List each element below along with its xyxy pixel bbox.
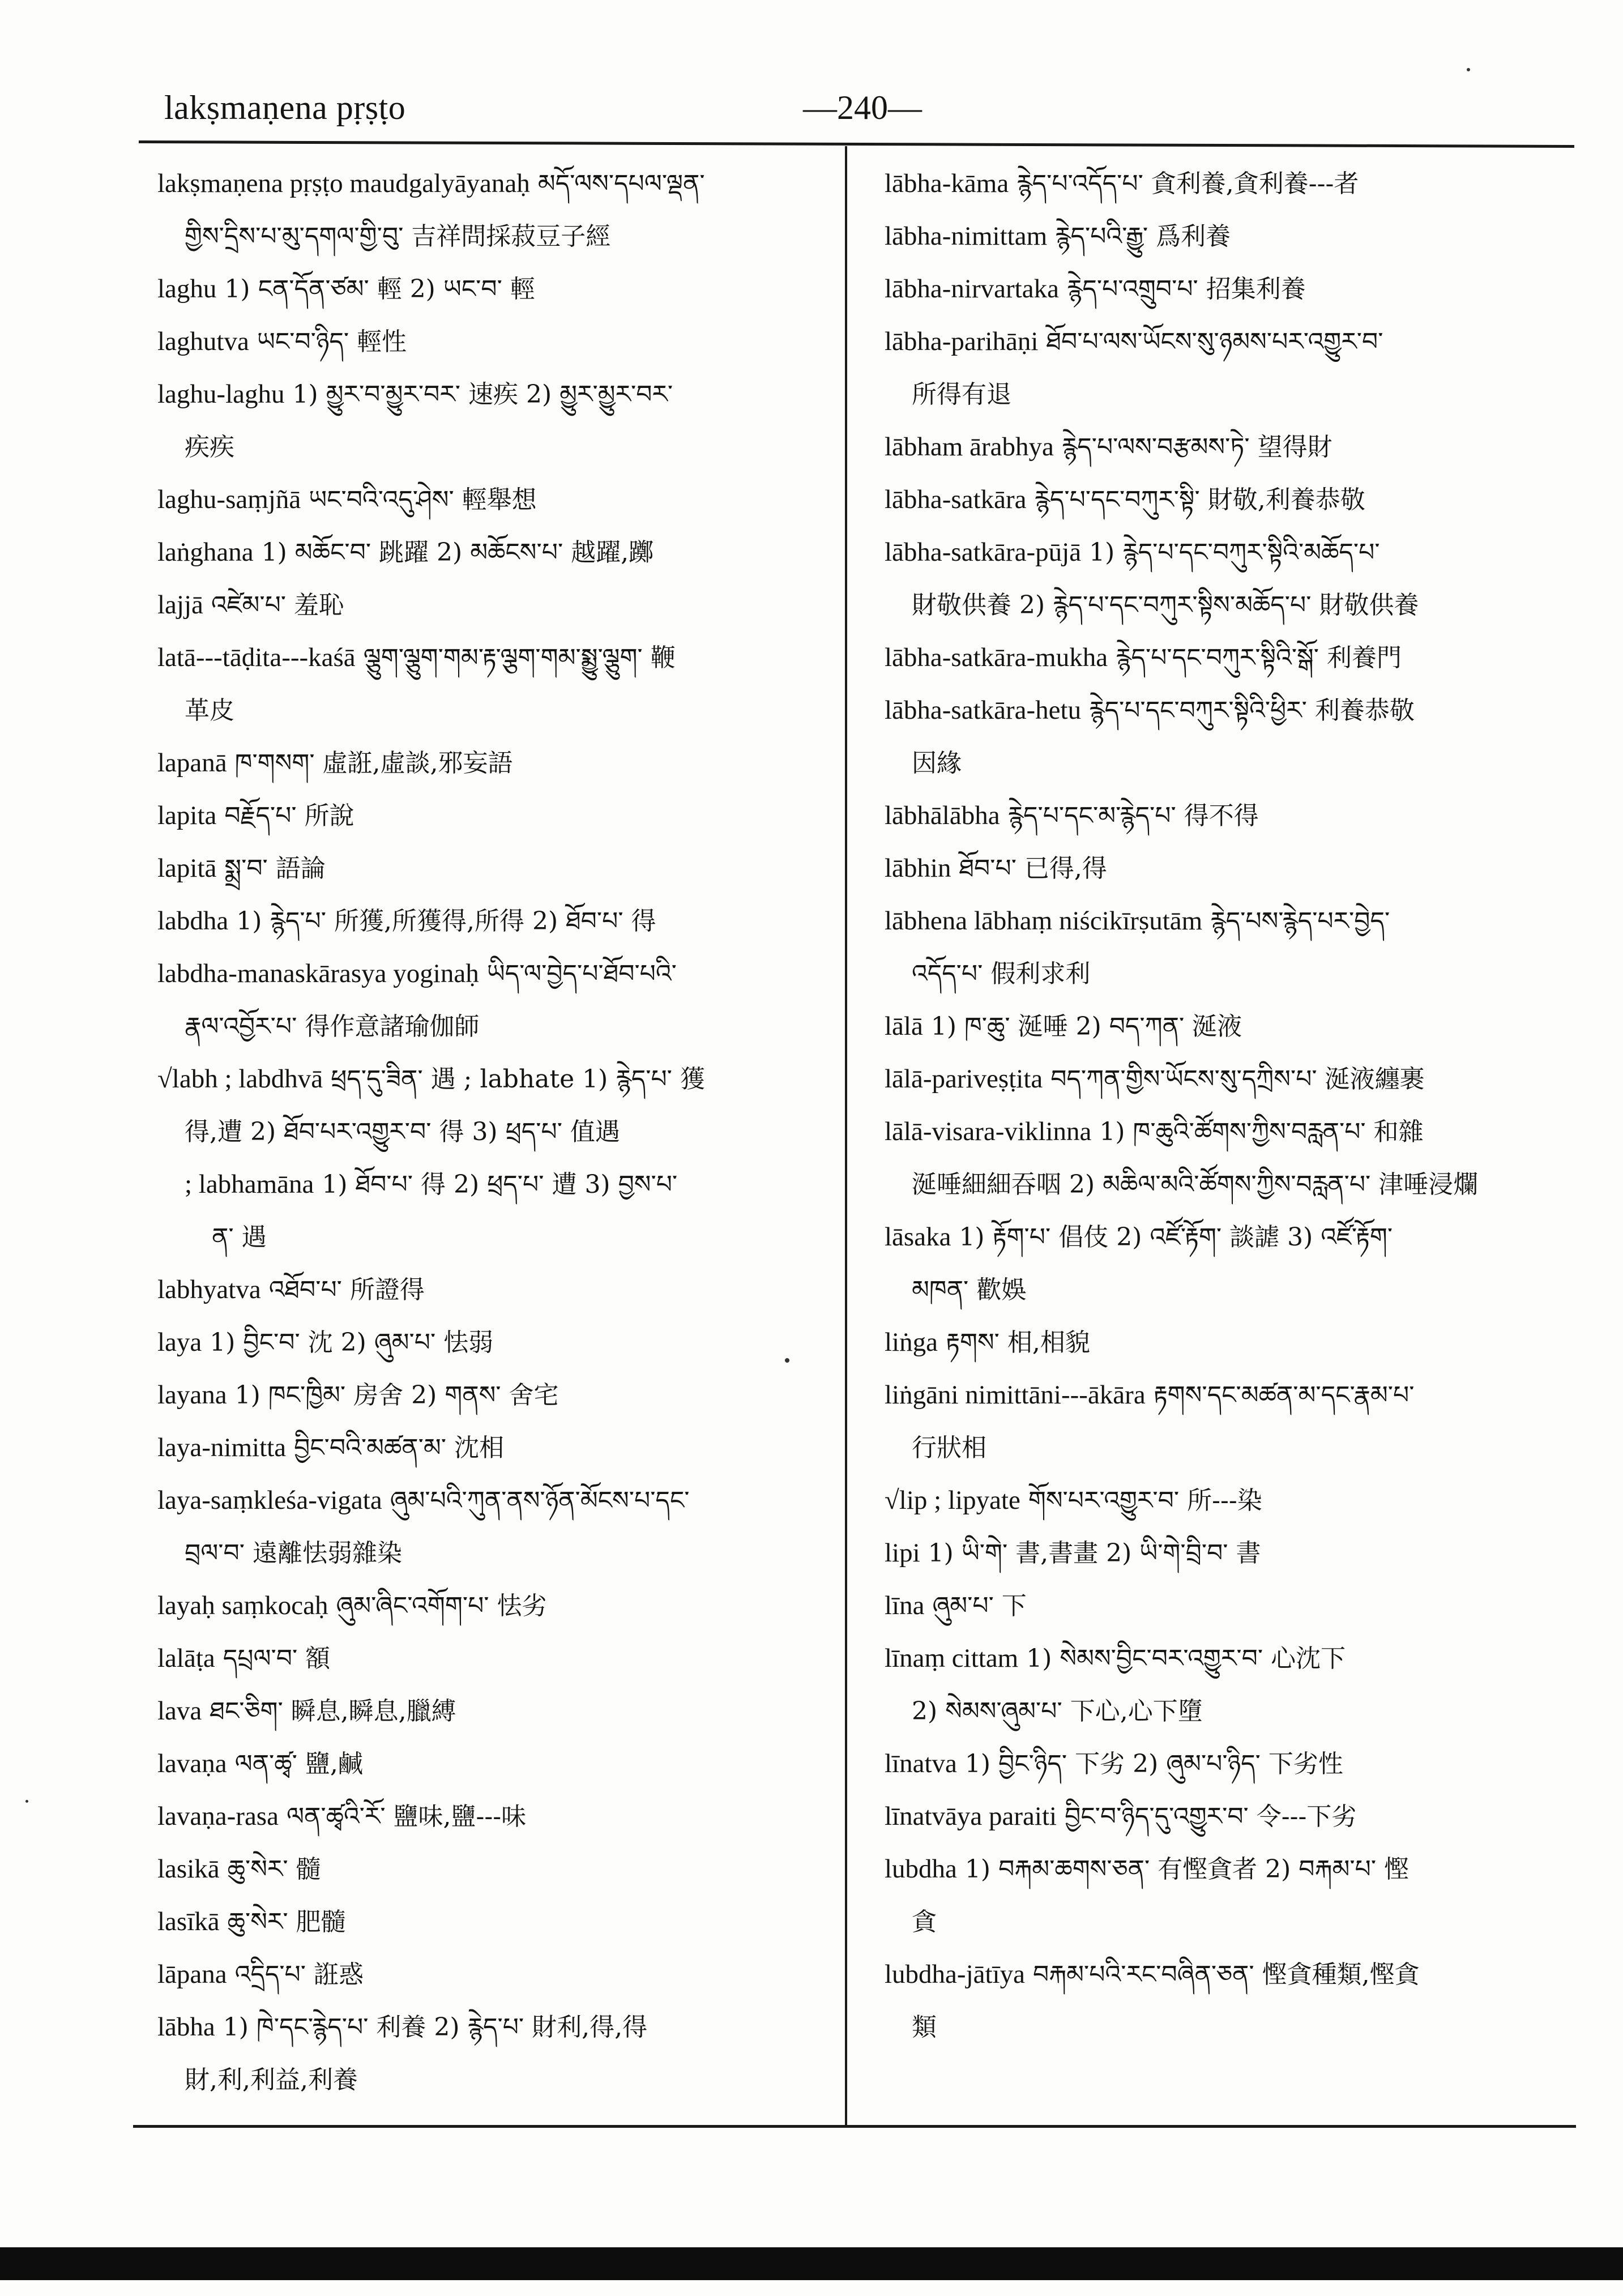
entry-definition: བྱིང་བའི་མཚན་མ་ 沈相 xyxy=(294,1433,505,1462)
entry-headword: lābha-nirvartaka xyxy=(885,274,1059,304)
entry-headword: labhyatva xyxy=(157,1275,261,1304)
dictionary-entry xyxy=(885,1316,1558,1369)
dictionary-entry xyxy=(885,1527,1558,1580)
entry-headword: lābha-satkāra-mukha xyxy=(885,643,1108,672)
entry-definition: ལན་ཚྭའི་རོ་ 鹽味,鹽---味 xyxy=(286,1802,527,1831)
entry-definition: འདྲིད་པ་ 誑惑 xyxy=(234,1960,364,1989)
entry-headword: laghu xyxy=(157,274,217,304)
entry-headword: lalāṭa xyxy=(157,1644,215,1673)
dictionary-entry xyxy=(157,1948,820,2001)
entry-headword: lavaṇa-rasa xyxy=(157,1802,279,1831)
entry-definition-continued: 行狀相 xyxy=(912,1433,986,1462)
entry-definition: རྙེད་པས་རྙེད་པར་བྱེད་ xyxy=(1210,907,1390,936)
entry-headword: lapanā xyxy=(157,748,227,778)
entry-definition: དཔྲལ་བ་ 額 xyxy=(223,1644,331,1673)
right-column xyxy=(885,157,1558,2054)
dictionary-entry xyxy=(885,631,1558,684)
entry-headword: layana xyxy=(157,1380,227,1410)
dictionary-entry xyxy=(885,421,1558,473)
entry-headword: lava xyxy=(157,1696,202,1726)
entry-headword: lāsaka xyxy=(885,1222,951,1252)
entry-definition: 1) ཁ་ཆུའི་ཚོགས་ཀྱིས་བརླན་པ་ 和雜 xyxy=(1099,1117,1424,1146)
entry-definition: རྙེད་པ་དང་བཀུར་སྟིའི་ཕྱིར་ 利養恭敬 xyxy=(1089,696,1415,725)
entry-headword: lāpana xyxy=(157,1960,227,1989)
entry-definition: རྙེད་པ་དང་མ་རྙེད་པ་ 得不得 xyxy=(1007,801,1259,830)
entry-definition: 1) ཡི་གེ་ 書,書畫 2) ཡི་གེ་བྲི་བ་ 書 xyxy=(928,1539,1261,1568)
entry-definition-continued: 涎唾細細吞咽 2) མཆིལ་མའི་ཚོགས་ཀྱིས་བརླན་པ་ 津唾浸爛 xyxy=(912,1170,1479,1199)
entry-definition: མདོ་ལས་དཔལ་ལྡན་ xyxy=(537,169,705,198)
dictionary-entry xyxy=(157,1580,820,1632)
entry-headword: lābha-kāma xyxy=(885,169,1009,198)
entry-definition: སྨྲ་བ་ 語論 xyxy=(224,854,326,883)
entry-definition: བརྗོད་པ་ 所說 xyxy=(224,801,355,830)
dictionary-entry xyxy=(157,1474,820,1580)
entry-headword: latā---tāḍita---kaśā xyxy=(157,643,356,672)
dictionary-entry xyxy=(157,895,820,948)
scan-speck xyxy=(1467,68,1470,71)
entry-definition-continued: 貪 xyxy=(912,1907,937,1936)
entry-headword: lālā-pariveṣṭita xyxy=(885,1064,1043,1094)
entry-definition: ཐང་ཅིག་ 瞬息,瞬息,臘縛 xyxy=(210,1697,456,1726)
entry-definition-continued: 因緣 xyxy=(912,749,962,778)
dictionary-entry xyxy=(157,789,820,842)
entry-definition: 1) ཁེ་དང་རྙེད་པ་ 利養 2) རྙེད་པ་ 財利,得,得 xyxy=(223,2013,648,2042)
entry-headword: lapita xyxy=(157,801,217,830)
scan-bottom-band xyxy=(0,2247,1623,2280)
dictionary-entry xyxy=(885,473,1558,526)
dictionary-entry xyxy=(157,157,820,263)
entry-headword: līna xyxy=(885,1591,925,1620)
entry-headword: liṅgāni nimittāni---ākāra xyxy=(885,1380,1146,1410)
entry-headword: lābha-nimittam xyxy=(885,221,1048,251)
entry-headword: liṅga xyxy=(885,1328,938,1357)
entry-definition-continued: 得,遭 2) ཐོབ་པར་འགྱུར་བ་ 得 3) ཕྲད་པ་ 值遇 xyxy=(185,1117,620,1146)
entry-definition: བད་ཀན་གྱིས་ཡོངས་སུ་དཀྲིས་པ་ 涎液纏裹 xyxy=(1050,1065,1425,1094)
entry-headword: laṅghana xyxy=(157,537,254,567)
entry-definition-continued: 類 xyxy=(912,2013,937,2042)
dictionary-entry xyxy=(157,2001,820,2106)
dictionary-entry xyxy=(885,1790,1558,1843)
entry-headword: līnatva xyxy=(885,1749,957,1778)
entry-headword: lābha-satkāra xyxy=(885,485,1027,514)
entry-definition: རྙེད་པ་དང་བཀུར་སྟི་ 財敬,利養恭敬 xyxy=(1034,485,1365,514)
entry-definition: བྱིང་བ་ཉིད་དུ་འགྱུར་བ་ 令---下劣 xyxy=(1065,1802,1357,1831)
entry-definition: ཡང་བའི་འདུ་ཤེས་ 輕舉想 xyxy=(309,485,537,514)
entry-headword: lābham ārabhya xyxy=(885,432,1054,462)
entry-definition-continued: 財,利,利益,利養 xyxy=(185,2065,358,2094)
dictionary-entry xyxy=(885,315,1558,421)
dictionary-entry xyxy=(157,315,820,368)
entry-definition-continued: མཁན་ 歡娛 xyxy=(912,1275,1027,1304)
entry-definition: རྙེད་པ་དང་བཀུར་སྟིའི་སྒོ་ 利養門 xyxy=(1116,643,1402,672)
entry-definition: རྟགས་ 相,相貌 xyxy=(945,1328,1090,1357)
entry-definition-continued: བྲལ་བ་ 遠離怯弱雜染 xyxy=(185,1539,402,1568)
dictionary-entry xyxy=(157,1264,820,1316)
top-rule xyxy=(139,140,1574,148)
entry-definition: 1) མཆོང་བ་ 跳躍 2) མཆོངས་པ་ 越躍,躑 xyxy=(261,538,654,567)
dictionary-entry xyxy=(157,631,820,737)
dictionary-entry xyxy=(885,1106,1558,1211)
entry-headword: lapitā xyxy=(157,853,217,883)
entry-definition: 1) ཁང་ཁྱིམ་ 房舍 2) གནས་ 舍宅 xyxy=(234,1381,559,1410)
entry-headword: labdha-manaskārasya yoginaḥ xyxy=(157,959,479,988)
entry-headword: lubdha xyxy=(885,1854,957,1884)
bottom-rule xyxy=(133,2125,1576,2128)
left-column xyxy=(157,157,820,2106)
entry-definition: 1) མྱུར་བ་མྱུར་བར་ 速疾 2) མྱུར་མྱུར་བར་ xyxy=(292,380,673,409)
dictionary-entry xyxy=(157,263,820,315)
entry-definition: རྙེད་པ་འགྲུབ་པ་ 招集利養 xyxy=(1066,275,1306,304)
entry-definition: འཐོབ་པ་ 所證得 xyxy=(268,1275,425,1304)
entry-definition: 1) ངན་དོན་ཙམ་ 輕 2) ཡང་བ་ 輕 xyxy=(224,275,535,304)
entry-definition: ཡང་བ་ཉིད་ 輕性 xyxy=(257,327,407,356)
dictionary-entry xyxy=(157,1158,820,1264)
dictionary-entry xyxy=(885,842,1558,895)
entry-headword: lavaṇa xyxy=(157,1749,227,1778)
entry-headword: laghutva xyxy=(157,327,249,356)
dictionary-entry xyxy=(885,263,1558,315)
dictionary-entry xyxy=(885,1580,1558,1632)
running-head: lakṣmaṇena pṛṣṭo xyxy=(164,89,406,126)
dictionary-entry xyxy=(885,1053,1558,1106)
entry-headword: lasīkā xyxy=(157,1907,220,1936)
entry-headword: lābha xyxy=(157,2012,215,2042)
dictionary-entry xyxy=(157,1422,820,1474)
entry-definition-continued: ན་ 遇 xyxy=(212,1223,267,1252)
entry-definition: ཞུམ་ཞིང་འགོག་པ་ 怯劣 xyxy=(336,1591,547,1620)
entry-definition-continued: 2) སེམས་ཞུམ་པ་ 下心,心下墮 xyxy=(912,1697,1203,1726)
dictionary-entry xyxy=(885,1948,1558,2054)
entry-headword: lābha-satkāra-pūjā xyxy=(885,537,1082,567)
dictionary-entry xyxy=(885,895,1558,1000)
dictionary-entry xyxy=(157,1843,820,1896)
entry-headword: lābha-parihāṇi xyxy=(885,327,1039,356)
entry-definition-continued: 財敬供養 2) རྙེད་པ་དང་བཀུར་སྟིས་མཆོད་པ་ 財敬供養 xyxy=(912,591,1419,620)
entry-headword: layaḥ saṃkocaḥ xyxy=(157,1591,328,1620)
dictionary-entry xyxy=(885,789,1558,842)
entry-definition-continued: རྣལ་འབྱོར་པ་ 得作意諸瑜伽師 xyxy=(185,1012,480,1041)
page-number: —240— xyxy=(803,89,922,126)
entry-headword: līnaṃ cittam xyxy=(885,1644,1019,1673)
entry-definition: ཞུམ་པའི་ཀུན་ནས་ཉོན་མོངས་པ་དང་ xyxy=(390,1486,690,1515)
dictionary-entry xyxy=(157,368,820,473)
entry-definition-continued: 疾疾 xyxy=(185,433,234,462)
entry-headword: lālā-visara-viklinna xyxy=(885,1117,1092,1146)
dictionary-entry xyxy=(885,1738,1558,1790)
entry-definition: ཐོབ་པ་ལས་ཡོངས་སུ་ཉམས་པར་འགྱུར་བ་ xyxy=(1046,327,1383,356)
entry-headword: √lip ; lipyate xyxy=(885,1486,1020,1515)
entry-definition: ལན་ཚྭ་ 鹽,鹹 xyxy=(234,1749,363,1778)
entry-definition: 1) ཐོབ་པ་ 得 2) ཕྲད་པ་ 遭 3) བྱས་པ་ xyxy=(322,1170,678,1199)
dictionary-entry xyxy=(157,526,820,579)
entry-definition: 1) བརྐམ་ཆགས་ཅན་ 有慳貪者 2) བརྐམ་པ་ 慳 xyxy=(964,1855,1410,1884)
entry-definition: རྙེད་པ་འདོད་པ་ 貪利養,貪利養---者 xyxy=(1016,169,1359,198)
column-divider xyxy=(845,146,847,2127)
dictionary-entry xyxy=(885,157,1558,210)
entry-headword: lakṣmaṇena pṛṣṭo maudgalyāyanaḥ xyxy=(157,169,530,198)
entry-definition: 1) ཁ་ཆུ་ 涎唾 2) བད་ཀན་ 涎液 xyxy=(930,1012,1242,1041)
entry-definition: ཡིད་ལ་བྱེད་པ་ཐོབ་པའི་ xyxy=(486,959,677,988)
entry-definition-continued: 革皮 xyxy=(185,696,234,725)
dictionary-entry xyxy=(885,1211,1558,1316)
entry-definition: རྟགས་དང་མཚན་མ་དང་རྣམ་པ་ xyxy=(1153,1381,1415,1410)
dictionary-entry xyxy=(157,1053,820,1158)
entry-definition: 1) རྟོག་པ་ 倡伎 2) འཛོ་རྟོག་ 談謔 3) འཛོ་རྟོག་ xyxy=(959,1223,1393,1252)
entry-headword: lābha-satkāra-hetu xyxy=(885,695,1082,725)
dictionary-entry xyxy=(157,737,820,789)
entry-headword: laghu-saṃjñā xyxy=(157,485,301,514)
entry-definition: ལྕུག་ལྕུག་གམ་རྟ་ལྕག་གམ་སྨྱུ་ལྕུག་ 鞭 xyxy=(363,643,676,672)
entry-headword: labdha xyxy=(157,906,229,936)
entry-headword: lipi xyxy=(885,1538,920,1568)
dictionary-entry xyxy=(157,1316,820,1369)
entry-headword: lasikā xyxy=(157,1854,220,1884)
entry-headword: laghu-laghu xyxy=(157,379,285,409)
scan-speck xyxy=(25,1800,28,1803)
dictionary-entry xyxy=(885,526,1558,631)
dictionary-entry xyxy=(157,1632,820,1685)
entry-definition: 1) བྱིང་ཉིད་ 下劣 2) ཞུམ་པ་ཉིད་ 下劣性 xyxy=(964,1749,1343,1778)
entry-headword: lābhin xyxy=(885,853,951,883)
entry-definition-continued: 所得有退 xyxy=(912,380,1011,409)
entry-definition: རྙེད་པ་ལས་བརྩམས་ཏེ་ 望得財 xyxy=(1061,433,1332,462)
entry-definition: འཛེམ་པ་ 羞恥 xyxy=(211,591,344,620)
dictionary-entry xyxy=(157,842,820,895)
dictionary-entry xyxy=(157,1369,820,1422)
dictionary-entry xyxy=(885,684,1558,789)
entry-headword: lubdha-jātīya xyxy=(885,1960,1025,1989)
dictionary-entry xyxy=(885,1000,1558,1053)
entry-definition: བརྐམ་པའི་རང་བཞིན་ཅན་ 慳貪種類,慳貪 xyxy=(1032,1960,1420,1989)
entry-definition: 1) རྙེད་པ་དང་བཀུར་སྟིའི་མཆོད་པ་ xyxy=(1089,538,1380,567)
entry-headword: lajjā xyxy=(157,590,203,620)
entry-definition: 1) བྱིང་བ་ 沈 2) ཞུམ་པ་ 怯弱 xyxy=(210,1328,494,1357)
entry-headword: laya-saṃkleśa-vigata xyxy=(157,1486,382,1515)
dictionary-entry xyxy=(885,1369,1558,1474)
entry-definition: ཆུ་སེར་ 髓 xyxy=(227,1855,321,1884)
entry-headword: laya xyxy=(157,1328,202,1357)
dictionary-entry xyxy=(157,579,820,631)
entry-headword: lālā xyxy=(885,1012,923,1041)
dictionary-entry xyxy=(157,948,820,1053)
entry-definition: གོས་པར་འགྱུར་བ་ 所---染 xyxy=(1028,1486,1262,1515)
entry-headword: √labh ; labdhvā xyxy=(157,1064,323,1094)
dictionary-entry xyxy=(157,473,820,526)
entry-definition: 1) རྙེད་པ་ 所獲,所獲得,所得 2) ཐོབ་པ་ 得 xyxy=(236,907,656,936)
dictionary-entry xyxy=(157,1896,820,1948)
entry-definition: ཁ་གསག་ 虛誑,虛談,邪妄語 xyxy=(234,749,513,778)
entry-definition-continued: གྱིས་དྲིས་པ་མུ་དགལ་གྱི་བུ་ 吉祥問採菽豆子經 xyxy=(185,222,611,251)
entry-definition: ཆུ་སེར་ 肥髓 xyxy=(227,1907,346,1936)
dictionary-entry xyxy=(157,1790,820,1843)
entry-headword: ; labhamāna xyxy=(185,1170,314,1199)
dictionary-entry xyxy=(885,1632,1558,1738)
entry-definition: ཞུམ་པ་ 下 xyxy=(932,1591,1027,1620)
dictionary-entry xyxy=(885,1843,1558,1948)
entry-definition: 1) སེམས་བྱིང་བར་འགྱུར་བ་ 心沈下 xyxy=(1026,1644,1346,1673)
entry-definition: ཕྲད་དུ་ཟིན་ 遇 ; labhate 1) རྙེད་པ་ 獲 xyxy=(331,1065,705,1094)
entry-definition: ཐོབ་པ་ 已得,得 xyxy=(959,854,1107,883)
dictionary-entry xyxy=(157,1738,820,1790)
entry-definition: རྙེད་པའི་རྒྱུ་ 爲利養 xyxy=(1055,222,1231,251)
entry-headword: laya-nimitta xyxy=(157,1433,287,1462)
entry-headword: līnatvāya paraiti xyxy=(885,1802,1057,1831)
dictionary-entry xyxy=(885,210,1558,263)
dictionary-entry xyxy=(157,1685,820,1738)
entry-definition-continued: འདོད་པ་ 假利求利 xyxy=(912,959,1091,988)
dictionary-entry xyxy=(885,1474,1558,1527)
entry-headword: lābhena lābhaṃ niścikīrṣutām xyxy=(885,906,1203,936)
entry-headword: lābhālābha xyxy=(885,801,1000,830)
